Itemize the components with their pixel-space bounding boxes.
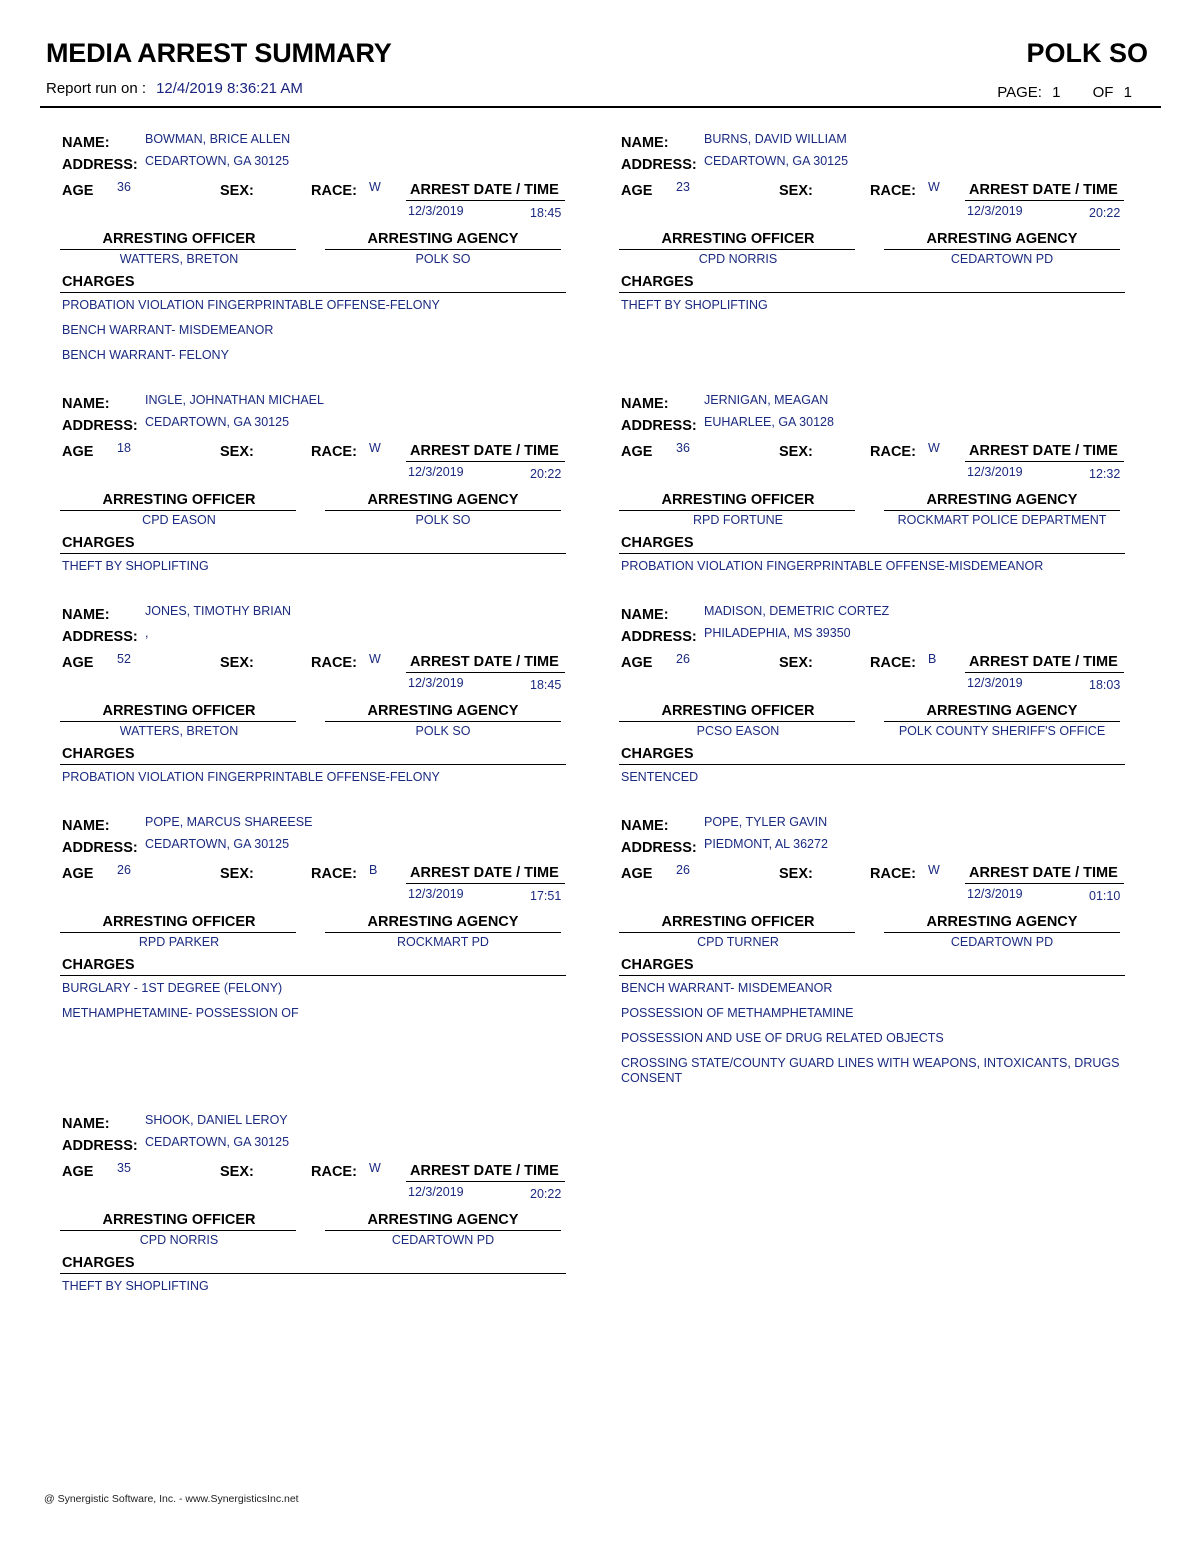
arrest-record-8 [621,815,1131,1085]
agency-rule [325,249,561,250]
address-value: CEDARTOWN, GA 30125 [145,415,290,429]
arrest-datetime-rule [965,672,1124,673]
officer-label: ARRESTING OFFICER [102,492,256,508]
arrest-record-2 [621,132,1131,392]
arrest-date: 12/3/2019 [408,676,464,690]
agency-rule [884,249,1120,250]
name-label: NAME: [62,1116,110,1132]
page-label: PAGE: [997,84,1042,101]
name-label: NAME: [62,818,110,834]
arrest-datetime-label: ARREST DATE / TIME [410,443,559,459]
charges-rule [60,1273,566,1274]
arrest-date: 12/3/2019 [408,1185,464,1199]
officer-label: ARRESTING OFFICER [102,231,256,247]
charge-item: THEFT BY SHOPLIFTING [62,559,209,573]
age-label: AGE [62,866,94,882]
agency-value: ROCKMART POLICE DEPARTMENT [897,513,1107,527]
arrest-datetime-rule [406,461,565,462]
charge-item: BURGLARY - 1ST DEGREE (FELONY) [62,981,283,995]
officer-value: RPD PARKER [138,935,220,949]
officer-value: CPD TURNER [697,935,779,949]
charges-label: CHARGES [62,535,135,551]
arrest-datetime-label: ARREST DATE / TIME [969,654,1118,670]
race-label: RACE: [870,866,916,882]
name-value: BOWMAN, BRICE ALLEN [145,132,291,146]
address-label: ADDRESS: [62,418,138,434]
arrest-datetime-rule [406,672,565,673]
sex-label: SEX: [220,655,254,671]
charges-label: CHARGES [62,746,135,762]
agency-value: POLK SO [415,252,471,266]
address-label: ADDRESS: [62,629,138,645]
sex-label: SEX: [779,655,813,671]
name-value: POPE, TYLER GAVIN [704,815,828,829]
page-number: 1 [1052,84,1061,101]
age-value: 26 [117,863,131,877]
run-value: 12/4/2019 8:36:21 AM [156,80,303,97]
officer-label: ARRESTING OFFICER [661,492,815,508]
address-label: ADDRESS: [621,840,697,856]
agency-label: ARRESTING AGENCY [367,231,519,247]
officer-label: ARRESTING OFFICER [102,703,256,719]
charges-rule [619,553,1125,554]
arrest-datetime-rule [965,200,1124,201]
arrest-time: 18:03 [1089,678,1121,692]
charges-label: CHARGES [621,535,694,551]
address-label: ADDRESS: [621,629,697,645]
agency-rule [884,510,1120,511]
address-value: EUHARLEE, GA 30128 [704,415,834,429]
charge-item: POSSESSION OF METHAMPHETAMINE [621,1006,854,1020]
race-value: W [369,652,381,666]
agency-label: ARRESTING AGENCY [367,492,519,508]
officer-label: ARRESTING OFFICER [102,1212,256,1228]
age-value: 35 [117,1161,131,1175]
officer-value: CPD NORRIS [698,252,778,266]
age-label: AGE [621,655,653,671]
report-run-line [46,80,303,97]
race-value: B [369,863,378,877]
sex-label: SEX: [220,1164,254,1180]
run-label: Report run on : [46,80,147,97]
footer-credit: @ Synergistic Software, Inc. - www.SynergisticsInc.net [44,1493,299,1505]
sex-label: SEX: [220,183,254,199]
officer-label: ARRESTING OFFICER [661,231,815,247]
age-value: 18 [117,441,131,455]
charges-rule [60,553,566,554]
charge-item: PROBATION VIOLATION FINGERPRINTABLE OFFENSE-MISDEMEANOR [621,559,1044,573]
charges-rule [619,975,1125,976]
race-label: RACE: [311,444,357,460]
arrest-datetime-label: ARREST DATE / TIME [969,443,1118,459]
header-rule [40,106,1161,108]
age-label: AGE [62,183,94,199]
age-label: AGE [621,866,653,882]
officer-label: ARRESTING OFFICER [661,703,815,719]
arrest-date: 12/3/2019 [967,204,1023,218]
charge-item: SENTENCED [621,770,699,784]
age-label: AGE [62,1164,94,1180]
arrest-record-1 [62,132,572,392]
arrest-time: 18:45 [530,206,562,220]
arrest-record-7 [62,815,572,1075]
name-value: MADISON, DEMETRIC CORTEZ [704,604,890,618]
agency-value: CEDARTOWN PD [950,935,1054,949]
agency-value: CEDARTOWN PD [391,1233,495,1247]
age-value: 26 [676,863,690,877]
name-value: JERNIGAN, MEAGAN [704,393,829,407]
charges-label: CHARGES [62,274,135,290]
name-value: INGLE, JOHNATHAN MICHAEL [145,393,324,407]
address-label: ADDRESS: [62,157,138,173]
agency-value: POLK SO [415,513,471,527]
charge-item: POSSESSION AND USE OF DRUG RELATED OBJECTS [621,1031,944,1045]
arrest-datetime-label: ARREST DATE / TIME [410,1163,559,1179]
arrest-date: 12/3/2019 [967,887,1023,901]
race-label: RACE: [311,655,357,671]
arrest-datetime-rule [965,883,1124,884]
age-value: 36 [117,180,131,194]
arrest-date: 12/3/2019 [408,204,464,218]
arrest-time: 12:32 [1089,467,1121,481]
arrest-datetime-rule [406,200,565,201]
arrest-date: 12/3/2019 [408,465,464,479]
arrest-datetime-rule [406,883,565,884]
name-label: NAME: [621,396,669,412]
arrest-time: 17:51 [530,889,562,903]
charges-rule [60,292,566,293]
arrest-date: 12/3/2019 [967,465,1023,479]
agency-rule [325,721,561,722]
charges-rule [619,292,1125,293]
agency-label: ARRESTING AGENCY [926,914,1078,930]
officer-rule [60,932,296,933]
race-value: W [369,1161,381,1175]
sex-label: SEX: [779,444,813,460]
name-label: NAME: [621,135,669,151]
charge-item: CROSSING STATE/COUNTY GUARD LINES WITH WEAPONS, INTOXICANTS, DRUGS CONSENT [621,1056,1120,1085]
charge-item: METHAMPHETAMINE- POSSESSION OF [62,1006,299,1020]
race-label: RACE: [870,655,916,671]
name-label: NAME: [621,607,669,623]
charge-item: PROBATION VIOLATION FINGERPRINTABLE OFFENSE-FELONY [62,298,440,312]
officer-rule [619,510,855,511]
name-value: SHOOK, DANIEL LEROY [145,1113,288,1127]
charges-label: CHARGES [621,746,694,762]
sex-label: SEX: [779,183,813,199]
page-total: 1 [1123,84,1132,101]
age-value: 52 [117,652,131,666]
address-value: CEDARTOWN, GA 30125 [145,1135,290,1149]
officer-value: CPD NORRIS [139,1233,219,1247]
agency-label: ARRESTING AGENCY [367,914,519,930]
sex-label: SEX: [220,444,254,460]
address-value: CEDARTOWN, GA 30125 [704,154,849,168]
agency-label: ARRESTING AGENCY [367,1212,519,1228]
name-label: NAME: [62,396,110,412]
address-value: , [145,626,149,640]
arrest-time: 01:10 [1089,889,1121,903]
officer-value: WATTERS, BRETON [119,724,239,738]
charge-item: PROBATION VIOLATION FINGERPRINTABLE OFFENSE-FELONY [62,770,440,784]
charges-rule [619,764,1125,765]
address-value: CEDARTOWN, GA 30125 [145,837,290,851]
name-label: NAME: [62,607,110,623]
agency-value: CEDARTOWN PD [950,252,1054,266]
officer-label: ARRESTING OFFICER [102,914,256,930]
address-value: PHILADEPHIA, MS 39350 [704,626,851,640]
officer-label: ARRESTING OFFICER [661,914,815,930]
charges-rule [60,764,566,765]
race-label: RACE: [311,183,357,199]
race-value: W [369,441,381,455]
age-label: AGE [62,655,94,671]
arrest-datetime-rule [406,1181,565,1182]
name-label: NAME: [62,135,110,151]
agency-label: ARRESTING AGENCY [367,703,519,719]
report-title: MEDIA ARREST SUMMARY [46,38,392,68]
agency-rule [325,510,561,511]
name-label: NAME: [621,818,669,834]
agency-value: ROCKMART PD [397,935,489,949]
agency-rule [325,932,561,933]
arrest-datetime-label: ARREST DATE / TIME [969,182,1118,198]
name-value: JONES, TIMOTHY BRIAN [145,604,292,618]
arrest-record-9 [62,1113,572,1373]
arrest-time: 20:22 [530,467,562,481]
address-label: ADDRESS: [621,418,697,434]
officer-rule [60,721,296,722]
address-value: CEDARTOWN, GA 30125 [145,154,290,168]
page-indicator [991,84,1132,101]
sex-label: SEX: [779,866,813,882]
charge-item: BENCH WARRANT- FELONY [62,348,229,362]
race-value: W [928,180,940,194]
charge-item: THEFT BY SHOPLIFTING [62,1279,209,1293]
arrest-time: 20:22 [1089,206,1121,220]
charge-item: THEFT BY SHOPLIFTING [621,298,768,312]
sex-label: SEX: [220,866,254,882]
name-value: POPE, MARCUS SHAREESE [145,815,313,829]
age-value: 26 [676,652,690,666]
agency-label: ARRESTING AGENCY [926,703,1078,719]
arrest-datetime-label: ARREST DATE / TIME [410,865,559,881]
officer-value: WATTERS, BRETON [119,252,239,266]
address-label: ADDRESS: [621,157,697,173]
agency-rule [884,932,1120,933]
age-value: 23 [676,180,690,194]
report-agency: POLK SO [1026,38,1148,68]
address-value: PIEDMONT, AL 36272 [704,837,828,851]
arrest-time: 20:22 [530,1187,562,1201]
race-label: RACE: [311,866,357,882]
charges-rule [60,975,566,976]
officer-value: PCSO EASON [696,724,780,738]
officer-rule [60,249,296,250]
race-label: RACE: [311,1164,357,1180]
agency-label: ARRESTING AGENCY [926,231,1078,247]
arrest-datetime-label: ARREST DATE / TIME [410,654,559,670]
charges-label: CHARGES [621,957,694,973]
agency-label: ARRESTING AGENCY [926,492,1078,508]
agency-value: POLK COUNTY SHERIFF'S OFFICE [898,724,1106,738]
race-value: B [928,652,937,666]
of-label: OF [1092,84,1114,101]
officer-rule [619,721,855,722]
race-value: W [928,863,940,877]
agency-rule [884,721,1120,722]
charge-item: BENCH WARRANT- MISDEMEANOR [62,323,274,337]
age-value: 36 [676,441,690,455]
arrest-date: 12/3/2019 [408,887,464,901]
arrest-datetime-label: ARREST DATE / TIME [410,182,559,198]
address-label: ADDRESS: [62,1138,138,1154]
officer-rule [619,249,855,250]
charges-label: CHARGES [621,274,694,290]
officer-rule [60,510,296,511]
officer-value: RPD FORTUNE [692,513,784,527]
race-value: W [928,441,940,455]
arrest-datetime-label: ARREST DATE / TIME [969,865,1118,881]
name-value: BURNS, DAVID WILLIAM [704,132,847,146]
charges-label: CHARGES [62,957,135,973]
officer-rule [60,1230,296,1231]
agency-value: POLK SO [415,724,471,738]
age-label: AGE [621,444,653,460]
charges-label: CHARGES [62,1255,135,1271]
arrest-date: 12/3/2019 [967,676,1023,690]
age-label: AGE [621,183,653,199]
arrest-time: 18:45 [530,678,562,692]
race-value: W [369,180,381,194]
officer-value: CPD EASON [142,513,216,527]
agency-rule [325,1230,561,1231]
officer-rule [619,932,855,933]
race-label: RACE: [870,444,916,460]
age-label: AGE [62,444,94,460]
race-label: RACE: [870,183,916,199]
charge-item: BENCH WARRANT- MISDEMEANOR [621,981,833,995]
address-label: ADDRESS: [62,840,138,856]
arrest-datetime-rule [965,461,1124,462]
